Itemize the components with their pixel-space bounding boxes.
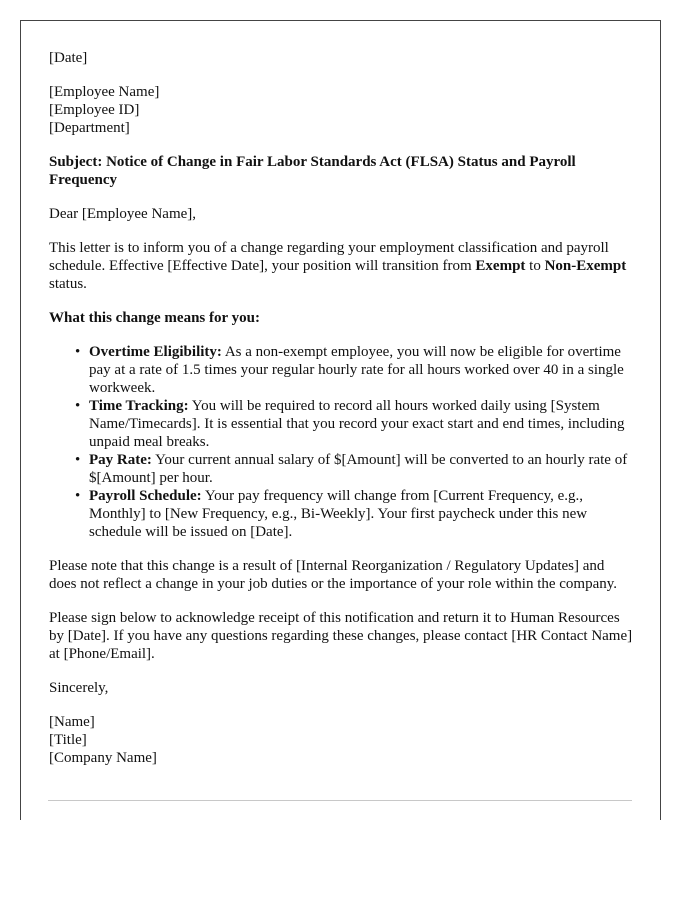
signature-company: [Company Name] — [49, 750, 157, 766]
change-list — [49, 343, 633, 541]
closing: Sincerely, — [49, 680, 109, 696]
letter-date: [Date] — [49, 50, 88, 66]
item-label: Pay Rate: — [89, 452, 152, 468]
intro-non-exempt: Non-Exempt — [544, 258, 627, 274]
intro-text-1: This letter is to inform you of a change regarding your employment classification and payroll schedule. Effective [Effective Date], your position will transition from — [49, 240, 609, 274]
bullet-icon: • — [75, 344, 81, 360]
intro-text-2: to — [525, 258, 545, 274]
item-text: You will be required to record all hours worked daily using [System Name/Timecards]. It is essential that you record your exact start and end times, including unpaid meal breaks. — [89, 398, 625, 450]
intro-text-3: status. — [49, 276, 87, 292]
recipient-department: [Department] — [49, 120, 130, 136]
signature-block — [49, 713, 633, 767]
letter-body — [49, 49, 633, 783]
signature-title: [Title] — [49, 732, 87, 748]
list-item-time-tracking — [75, 397, 633, 451]
item-text: As a non-exempt employee, you will now be eligible for overtime pay at a rate of 1.5 times your regular hourly rate for all hours worked over 40 in a single workweek. — [89, 344, 624, 396]
item-label: Time Tracking: — [89, 398, 189, 414]
item-label: Payroll Schedule: — [89, 488, 202, 504]
list-item-pay-rate — [75, 451, 633, 487]
bullet-icon: • — [75, 452, 81, 468]
intro-paragraph — [49, 239, 633, 293]
request-paragraph: Please sign below to acknowledge receipt of this notification and return it to Human Resources by [Date]. If you have any questions regarding these changes, please contact [HR Contact Name] at [Phone/Email]. — [49, 610, 633, 662]
list-item-overtime — [75, 343, 633, 397]
list-item-payroll-schedule — [75, 487, 633, 541]
bullet-icon: • — [75, 398, 81, 414]
signature-divider — [48, 800, 632, 801]
item-label: Overtime Eligibility: — [89, 344, 222, 360]
signature-name: [Name] — [49, 714, 95, 730]
note-paragraph: Please note that this change is a result of [Internal Reorganization / Regulatory Updates] and does not reflect a change in your job duties or the importance of your role within the company. — [49, 558, 618, 592]
letter-page — [20, 20, 661, 820]
recipient-name: [Employee Name] — [49, 84, 160, 100]
section-heading: What this change means for you: — [49, 310, 260, 326]
bullet-icon: • — [75, 488, 81, 504]
intro-exempt: Exempt — [475, 258, 526, 274]
subject-line: Subject: Notice of Change in Fair Labor Standards Act (FLSA) Status and Payroll Frequency — [49, 154, 576, 188]
item-text: Your pay frequency will change from [Current Frequency, e.g., Monthly] to [New Frequency, e.g., Bi-Weekly]. Your first paycheck under this new schedule will be issued on [Date]. — [89, 488, 588, 540]
greeting: Dear [Employee Name], — [49, 206, 197, 222]
recipient-block — [49, 83, 633, 137]
item-text: Your current annual salary of $[Amount] will be converted to an hourly rate of $[Amount] per hour. — [89, 452, 628, 486]
recipient-id: [Employee ID] — [49, 102, 140, 118]
